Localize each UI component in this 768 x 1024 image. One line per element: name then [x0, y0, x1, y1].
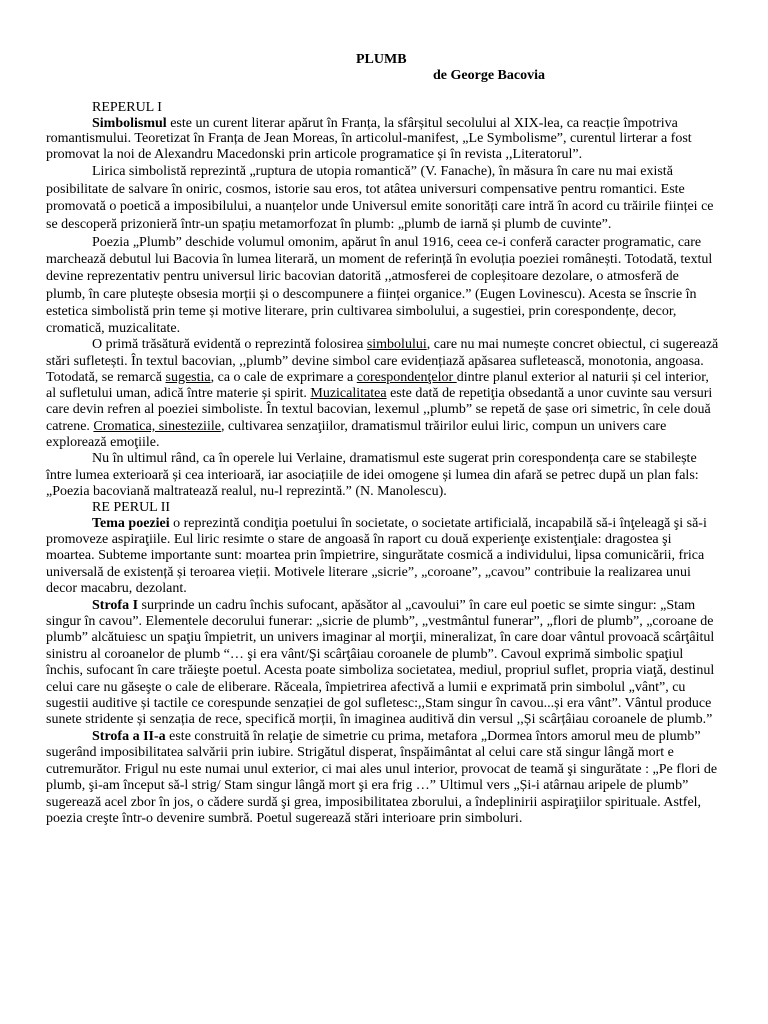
paragraph-strofa-2: [46, 729, 720, 827]
text-run: dintre planul exterior al naturii și cel interior, al sufletului uman, adică între materie și spirit.: [46, 369, 709, 402]
underlined-term: Cromatica, sinesteziile: [93, 418, 221, 434]
section-heading-2: RE PERUL II: [92, 499, 171, 515]
text-run: , ca o cale de exprimare a: [210, 369, 357, 385]
bold-term: Simbolismul: [92, 115, 167, 131]
paragraph-text: este un curent literar apărut în Franța, la sfârșitul secolului al XIX-lea, ca reacție împotriva romantismului. Teoretizat în Franța de Jean Moreas, în articolul-manifest, „Le Symbolisme”, curentul lirterar a fost promovat la noi de Alexandru Macedonski prin articole programatice și în revista ,,Literatorul”.: [46, 115, 692, 163]
text-run: , cultivarea senzaţiilor, dramatismul trăirilor eului liric, compun un univers care explorează emoţiile.: [46, 418, 667, 450]
author-line: de George Bacovia: [433, 68, 545, 83]
paragraph-tema: [46, 516, 720, 598]
bold-term: Strofa I: [92, 597, 139, 613]
bold-term: Tema poeziei: [92, 515, 170, 531]
page-title: PLUMB: [356, 52, 407, 67]
paragraph-text: surprinde un cadru închis sufocant, apăsător al „cavoului” în care eul poetic se simte singur: „Stam singur în cavou”. Elementele decorului funerar: „sicrie de plumb”, „vestmântul funerar”, „flori de plumb”, „coroane de plumb” alcătuiesc un spaţiu împietrit, un univers imaginar al morţii, mineralizat, în care doar vântul provoacă scârţâitul sinistru al coroanelor de plumb “… şi era vânt/Şi scârţâiau coroanele de plumb”. Cavoul exprimă simbolic spaţiul închis, sufocant în care trăieşte poetul. Acesta poate simboliza societatea, mediul, propriul suflet, propria viaţă, destinul celui care nu găseşte o cale de eliberare. Răceala, împietrirea afectivă a lumii e exprimată prin simbolul „vânt”, cu sugestii auditive și tactile ce corespunde senzației de gol sufletesc:,,Stam singur în cavou...și era vânt”. Vântul produce sunete stridente și senzația de rece, specifică morții, în imaginea auditivă din versul ,,Și scârțâiau coroanele de plumb.”: [46, 597, 715, 728]
paragraph-strofa-1: [46, 598, 720, 729]
underlined-term: sugestia: [165, 369, 211, 385]
text-run: , care nu mai numește concret obiectul, ci sugerează stări sufletești. În textul bacovian, ,,plumb” devine simbol care evidențiază apăsarea sufletească, monotonia, angoasa. Totodată, se remarcă: [46, 337, 719, 385]
document-body: [46, 100, 720, 827]
paragraph-trasaturi: [46, 337, 720, 451]
paragraph-verlaine: Nu în ultimul rând, ca în operele lui Verlaine, dramatismul este sugerat prin corespondența care se stabilește între lumea exterioară și cea interioară, iar asociațiile de idei omogene și lumea din afară se petrec după un plan fals: „Poezia bacoviană maltratează realul, nu-l reprezintă.” (N. Manolescu).: [46, 451, 699, 499]
underlined-term: Muzicalitatea: [310, 386, 387, 402]
section-heading-1: REPERUL I: [92, 100, 162, 115]
underlined-term: simbolului: [366, 337, 427, 353]
bold-term: Strofa a II-a: [92, 728, 166, 744]
text-run: O primă trăsătură evidentă o reprezintă folosirea: [92, 337, 367, 353]
paragraph-text: o reprezintă condiţia poetului în societate, o societate artificială, incapabilă să-i înţeleagă şi să-i promoveze aspiraţiile. Eul liric resimte o stare de angoasă în raport cu două experienţe existenţiale: dragostea şi moartea. Subteme importante sunt: moartea prin împietrire, singurătate cosmică a individului, lipsa comunicării, frica universală de existență și teroarea vieții. Motivele literare „sicrie”, „coroane”, „cavou” contribuie la realizarea unui decor macabru, dezolant.: [46, 515, 707, 597]
text-run: este dată de repetiţia obsedantă a unor cuvinte sau versuri care devin refren al poeziei simboliste. În textul bacovian, lexemul ,,plumb” se repetă de șase ori simetric, în cele două catrene.: [46, 386, 713, 434]
underlined-term: corespondenţelor: [356, 369, 457, 385]
paragraph-poezia: Poezia „Plumb” deschide volumul omonim, apărut în anul 1916, ceea ce-i conferă caracter programatic, care marchează debutul lui Bacovia în lumea literară, un moment de referință în evoluția poeziei românești. Totodată, textul devine reprezentativ pentru universul liric bacovian datorită ,,atmosferei de copleșitoare dezolare, o atmosferă de plumb, în care plutește obsesia morții și o descompunere a ființei organice.” (Eugen Lovinescu). Acesta se înscrie în estetica simbolistă prin teme și motive literare, prin cultivarea simbolului, a sugestiei, prin corespondențe, decor, cromatică, muzicalitate.: [46, 235, 713, 337]
paragraph-symbolism: [46, 116, 720, 163]
paragraph-lirica: Lirica simbolistă reprezintă „ruptura de utopia romantică” (V. Fanache), în măsura în care nu mai există posibilitate de salvare în oniric, cosmos, istorie sau eros, tot atâtea universuri compensative pentru romantici. Este promovată o poetică a imposibilului, a nuanțelor unde Universul emite sonorități care intră în acord cu trăirile ființei ce se descoperă prizonieră într-un spațiu metamorfozat în plumb: „plumb de iarnă și plumb de cuvinte”.: [46, 163, 714, 233]
paragraph-text: este construită în relaţie de simetrie cu prima, metafora „Dormea întors amorul meu de plumb” sugerând imposibilitatea salvării prin iubire. Strigătul disperat, înspăimântat al celui care stă singur lângă mort e cutremurător. Frigul nu este numai unul exterior, ci mai ales unul interior, provocat de teamă şi singurătate : „Pe flori de plumb, şi-am început să-l strig/ Stam singur lângă mort şi era frig …” Ultimul vers „Și-i atârnau aripele de plumb” sugerează acel zbor în jos, o cădere surdă şi grea, imposibilitatea zborului, a îndeplinirii aspiraţiilor spirituale. Astfel, poezia creşte într-o devenire sumbră. Poetul sugerează stări interioare prin simboluri.: [46, 728, 718, 826]
